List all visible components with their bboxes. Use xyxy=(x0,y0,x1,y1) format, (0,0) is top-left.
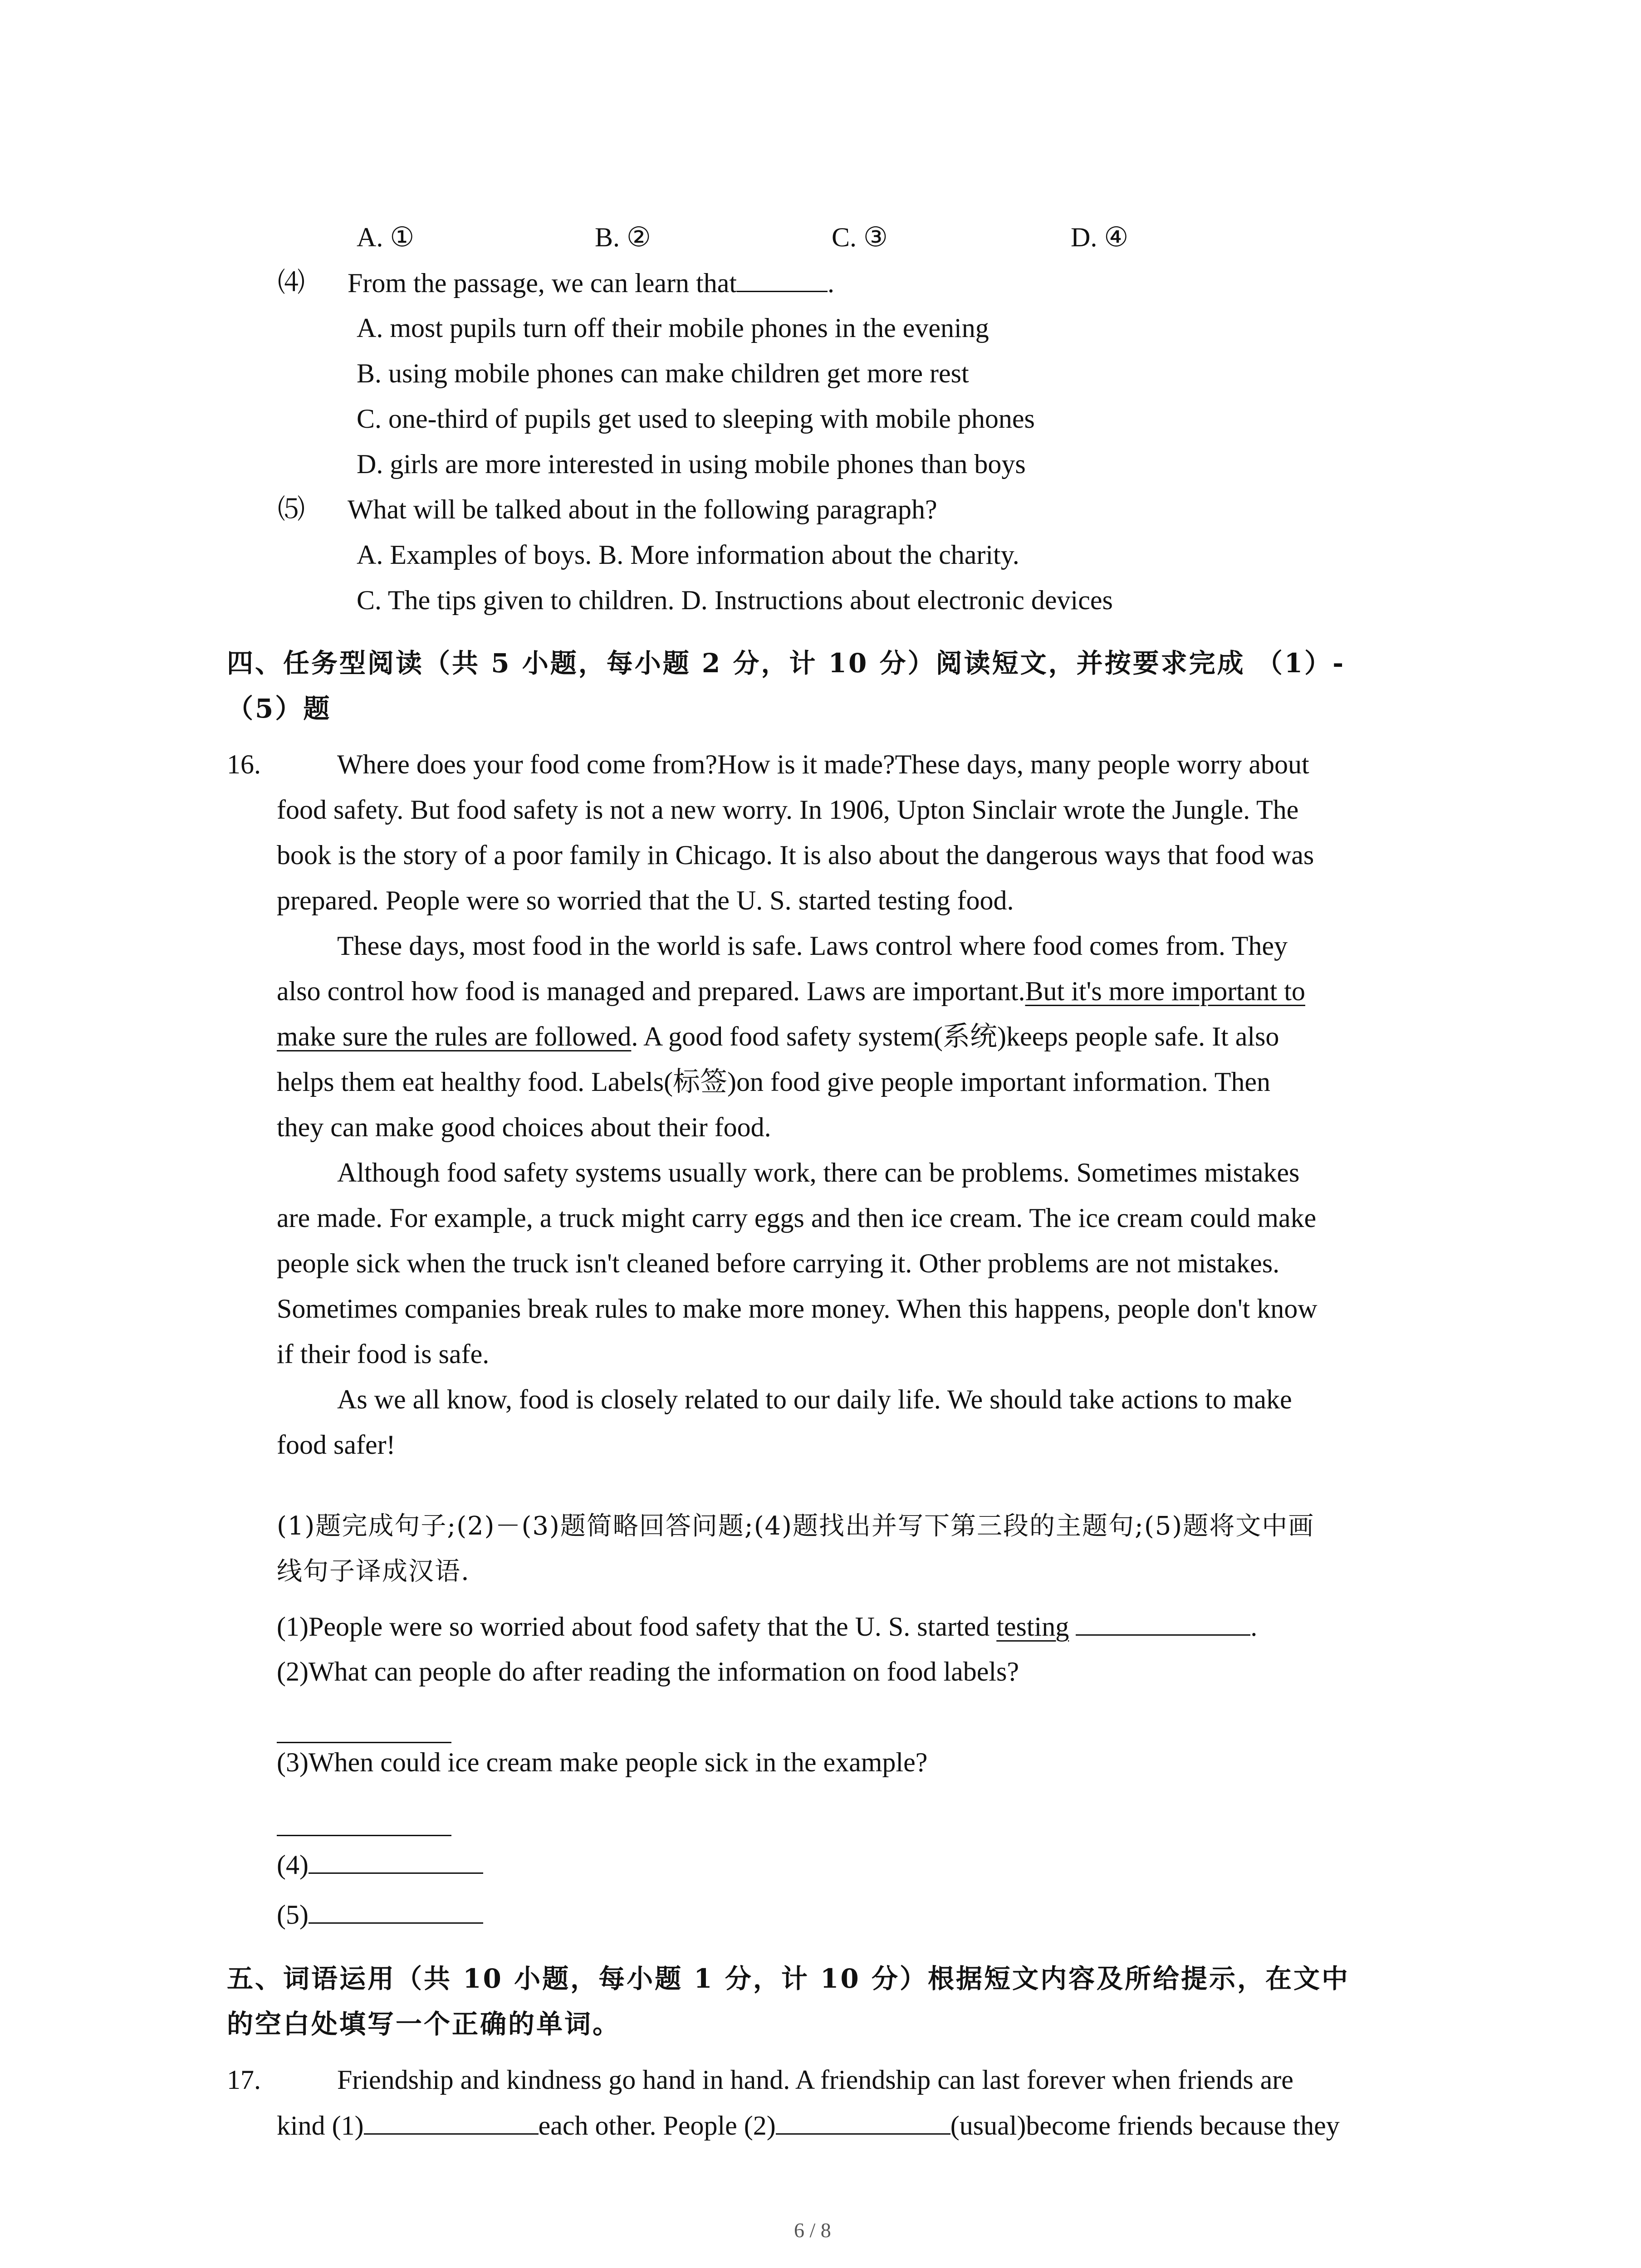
q4-stem-end: . xyxy=(828,268,835,298)
q16-p2-text: . A good food safety system(系统)keeps people safe. It also xyxy=(631,1022,1279,1051)
q16-sub4 xyxy=(277,1846,483,1883)
q16-p2-line xyxy=(277,1018,1279,1055)
q16-p1-line: book is the story of a poor family in Chicago. It is also about the dangerous ways that food was xyxy=(277,840,1314,870)
q5-options-line2[interactable]: C. The tips given to children. D. Instructions about electronic devices xyxy=(357,585,1113,615)
q16-underlined-sentence-end: make sure the rules are followed xyxy=(277,1022,632,1051)
q4-stem-text: From the passage, we can learn that xyxy=(348,268,737,298)
q16-sub1-underlined: testing xyxy=(996,1612,1069,1642)
q4-stem xyxy=(348,264,834,301)
q17-line2-text: each other. People (2) xyxy=(538,2111,776,2141)
q3-option-c[interactable]: C. ③ xyxy=(832,222,888,252)
q16-instructions-line2: 线句子译成汉语. xyxy=(277,1557,470,1586)
q3-option-b[interactable]: B. ② xyxy=(595,222,651,252)
q16-p2-line: they can make good choices about their food. xyxy=(277,1112,771,1142)
q4-option-c[interactable]: C. one-third of pupils get used to sleeping with mobile phones xyxy=(357,404,1035,434)
section5-heading-line1: 五、词语运用（共 10 小题，每小题 1 分，计 10 分）根据短文内容及所给提示，在文中 xyxy=(227,1963,1350,1994)
q16-p3-line: if their food is safe. xyxy=(277,1339,490,1369)
q16-p2-line xyxy=(277,973,1305,1009)
q16-sub1-text: (1)People were so worried about food safety that the U. S. started xyxy=(277,1612,990,1642)
q16-sub2-answer-blank[interactable] xyxy=(277,1742,451,1743)
q5-stem: What will be talked about in the following paragraph? xyxy=(348,494,937,524)
q16-p3-line: Although food safety systems usually work, there can be problems. Sometimes mistakes xyxy=(337,1158,1300,1188)
q17-number: 17. xyxy=(227,2065,261,2095)
q16-number: 16. xyxy=(227,749,261,779)
q17-blank-1[interactable] xyxy=(364,2107,539,2135)
q4-option-a[interactable]: A. most pupils turn off their mobile phones in the evening xyxy=(357,313,989,343)
section5-heading-line2: 的空白处填写一个正确的单词。 xyxy=(227,2009,621,2039)
q16-instructions-line1: (1)题完成句子;(2)－(3)题简略回答问题;(4)题找出并写下第三段的主题句;(5)题将文中画 xyxy=(277,1511,1315,1541)
q16-sub1-answer-blank[interactable] xyxy=(1076,1608,1250,1636)
q4-option-d[interactable]: D. girls are more interested in using mobile phones than boys xyxy=(357,449,1026,479)
q5-options-line1[interactable]: A. Examples of boys. B. More information about the charity. xyxy=(357,540,1019,570)
q5-number: ⑸ xyxy=(278,494,305,524)
q16-p2-line: These days, most food in the world is safe. Laws control where food comes from. They xyxy=(337,931,1288,961)
q17-line1: Friendship and kindness go hand in hand. A friendship can last forever when friends are xyxy=(337,2065,1293,2095)
q16-p3-line: Sometimes companies break rules to make more money. When this happens, people don't know xyxy=(277,1294,1318,1324)
q16-p2-text: also control how food is managed and prepared. Laws are important. xyxy=(277,976,1025,1006)
q4-answer-blank[interactable] xyxy=(737,264,828,292)
q16-p1-line: Where does your food come from?How is it made?These days, many people worry about xyxy=(337,749,1309,779)
q3-option-d[interactable]: D. ④ xyxy=(1071,222,1129,252)
q16-sub5-label: (5) xyxy=(277,1900,309,1930)
q4-option-b[interactable]: B. using mobile phones can make children get more rest xyxy=(357,358,969,388)
q4-number: ⑷ xyxy=(278,268,305,298)
q16-p4-line: As we all know, food is closely related to our daily life. We should take actions to make xyxy=(337,1384,1292,1414)
q16-p3-line: people sick when the truck isn't cleaned before carrying it. Other problems are not mistakes. xyxy=(277,1248,1280,1278)
section4-heading-line2: （5）题 xyxy=(227,693,332,724)
q16-p3-line: are made. For example, a truck might carry eggs and then ice cream. The ice cream could make xyxy=(277,1203,1317,1233)
q3-option-a[interactable]: A. ① xyxy=(357,222,415,252)
q16-underlined-sentence: But it's more important to xyxy=(1025,976,1305,1006)
q16-sub1 xyxy=(277,1608,1257,1645)
q16-sub4-answer-blank[interactable] xyxy=(309,1846,483,1874)
q16-sub5 xyxy=(277,1896,483,1933)
q16-sub3-answer-blank[interactable] xyxy=(277,1835,451,1836)
q16-p4-line: food safer! xyxy=(277,1430,396,1460)
q16-sub1-end: . xyxy=(1250,1612,1258,1642)
q17-line2-text: (usual)become friends because they xyxy=(950,2111,1340,2141)
page-number: 6 / 8 xyxy=(794,2219,831,2242)
q16-p1-line: prepared. People were so worried that the U. S. started testing food. xyxy=(277,885,1014,915)
q17-line2-text: kind (1) xyxy=(277,2111,364,2141)
section4-heading-line1: 四、任务型阅读（共 5 小题，每小题 2 分，计 10 分）阅读短文，并按要求完成 （1）- xyxy=(227,648,1346,679)
q17-line2 xyxy=(277,2107,1340,2144)
q16-sub4-label: (4) xyxy=(277,1850,309,1880)
q16-sub3-question: (3)When could ice cream make people sick in the example? xyxy=(277,1747,928,1777)
q16-p2-line: helps them eat healthy food. Labels(标签)on food give people important information. Then xyxy=(277,1067,1270,1097)
q16-sub2-question: (2)What can people do after reading the information on food labels? xyxy=(277,1657,1019,1686)
q16-p1-line: food safety. But food safety is not a new worry. In 1906, Upton Sinclair wrote the Jungle. The xyxy=(277,795,1299,825)
q17-blank-2[interactable] xyxy=(776,2107,950,2135)
q16-sub5-answer-blank[interactable] xyxy=(309,1896,483,1924)
